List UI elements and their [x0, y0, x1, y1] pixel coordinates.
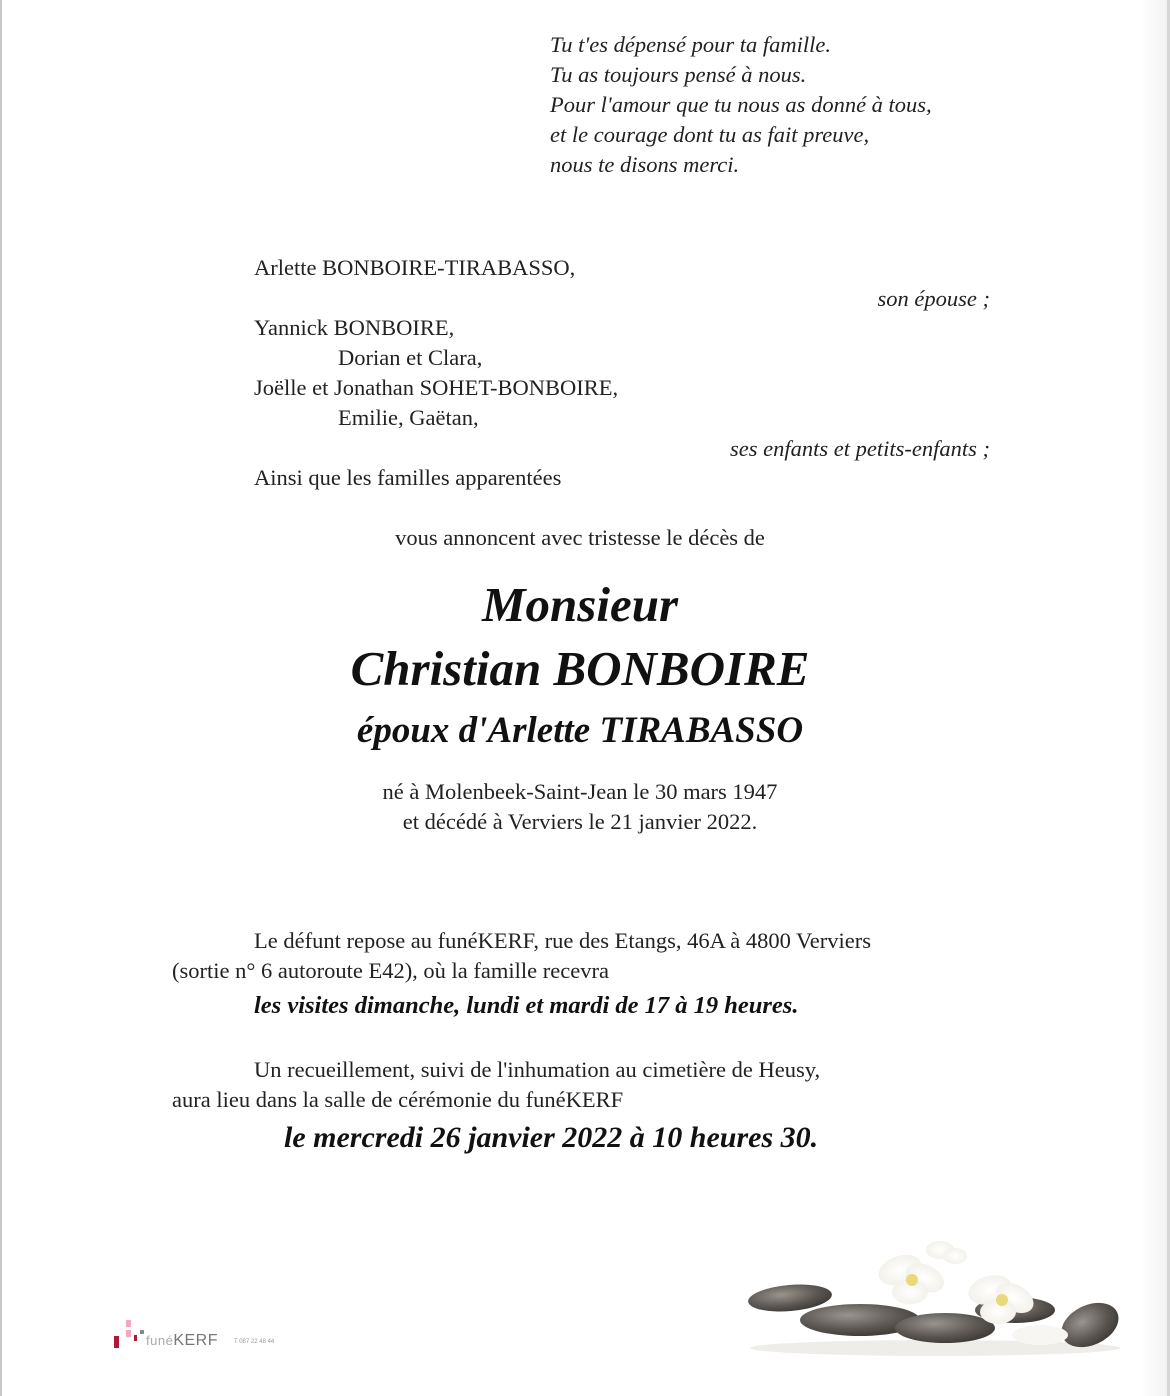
logo-phone: T 087 22 48 44	[234, 1339, 275, 1345]
birth-info: né à Molenbeek-Saint-Jean le 30 mars 1947	[382, 779, 778, 804]
poem-line: Tu as toujours pensé à nous.	[550, 62, 807, 87]
child-name: Yannick BONBOIRE,	[254, 315, 455, 340]
spouse-name: Arlette BONBOIRE-TIRABASSO,	[254, 255, 576, 280]
spouse-role: son épouse ;	[877, 286, 990, 311]
visitation-line: (sortie n° 6 autoroute E42), où la famille recevra	[172, 958, 609, 983]
grandchildren-names: Emilie, Gaëtan,	[338, 405, 479, 430]
poem	[550, 30, 932, 180]
visitation-times: les visites dimanche, lundi et mardi de 17 à 19 heures.	[254, 992, 799, 1019]
funekerf-logo	[112, 1318, 312, 1358]
poem-line: Tu t'es dépensé pour ta famille.	[550, 32, 832, 57]
announcement: vous annoncent avec tristesse le décès de	[395, 525, 765, 550]
poem-line: Pour l'amour que tu nous as donné à tous,	[550, 92, 932, 117]
page-right-shadow	[1140, 0, 1170, 1396]
orchid-flower-icon	[926, 1241, 967, 1264]
logo-text	[146, 1332, 218, 1350]
poem-line: nous te disons merci.	[550, 152, 740, 177]
relatives-line: Ainsi que les familles apparentées	[254, 465, 562, 490]
ceremony-line: Un recueillement, suivi de l'inhumation au cimetière de Heusy,	[254, 1057, 821, 1082]
page-left-edge	[0, 0, 2, 1396]
deceased-name	[180, 640, 980, 698]
logo-brand-prefix: funé	[146, 1333, 174, 1348]
death-info: et décédé à Verviers le 21 janvier 2022.	[402, 809, 758, 834]
visitation-line: Le défunt repose au funéKERF, rue des Etangs, 46A à 4800 Verviers	[254, 928, 872, 953]
stones-and-orchids-image	[740, 1240, 1130, 1360]
grandchildren-names: Dorian et Clara,	[338, 345, 483, 370]
poem-line: et le courage dont tu as fait preuve,	[550, 122, 870, 147]
logo-brand-name: KERF	[173, 1332, 218, 1349]
children-role: ses enfants et petits-enfants ;	[730, 436, 990, 461]
child-name: Joëlle et Jonathan SOHET-BONBOIRE,	[254, 375, 619, 400]
deceased-title: Monsieur	[481, 577, 679, 632]
ceremony-datetime: le mercredi 26 janvier 2022 à 10 heures 30.	[284, 1121, 819, 1154]
ceremony-line: aura lieu dans la salle de cérémonie du funéKERF	[172, 1087, 624, 1112]
deceased-spouse-of: époux d'Arlette TIRABASSO	[356, 710, 804, 751]
deceased-name-text: Christian BONBOIRE	[350, 641, 810, 696]
